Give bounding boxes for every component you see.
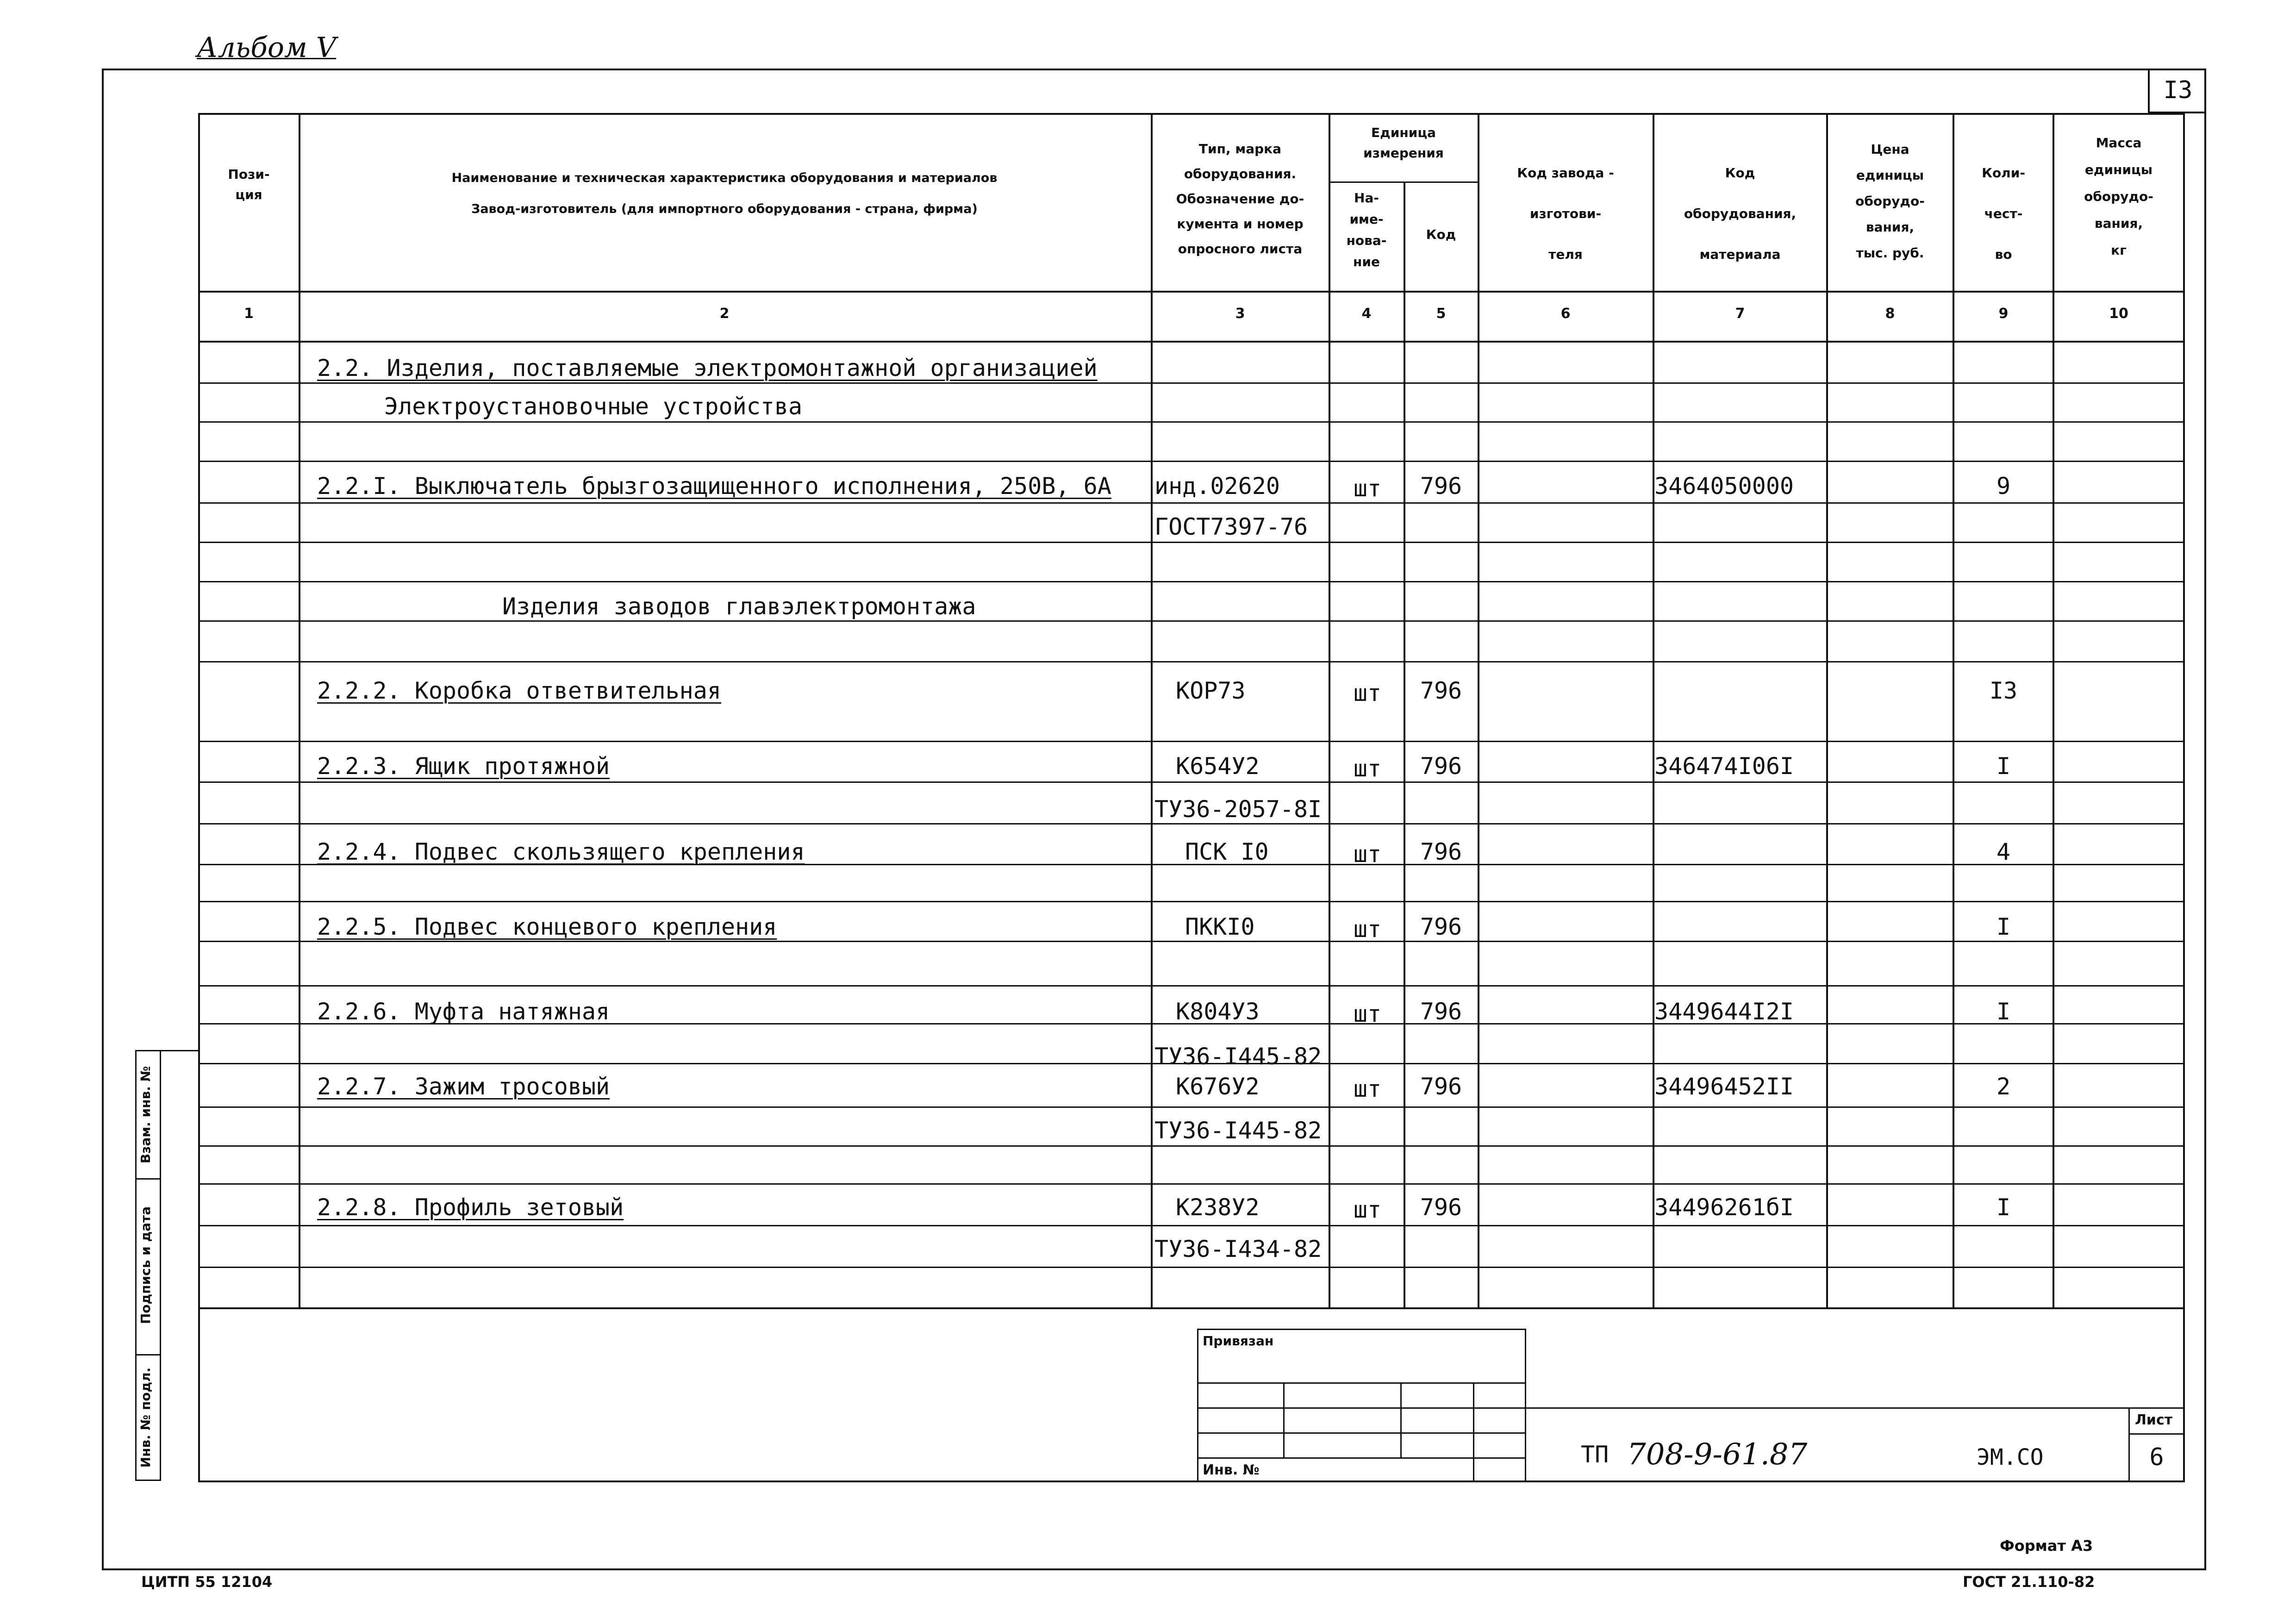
header-mass: Масса единицы оборудо- вания, кг	[2084, 135, 2153, 258]
table-row-name: 2.2.2. Коробка ответвительная	[317, 677, 721, 704]
row-separator	[200, 542, 2183, 543]
stamp-inv-no: Инв. №	[1203, 1462, 1260, 1478]
row-separator	[200, 1145, 2183, 1147]
table-row-type: ТУ36-2057-8I	[1154, 796, 1322, 823]
row-separator	[200, 502, 2183, 504]
stamp-privyazan: Привязан	[1203, 1333, 1274, 1349]
col-number: 5	[1436, 306, 1446, 322]
table-row-unit: шт	[1353, 680, 1382, 706]
table-row-unit: шт	[1353, 755, 1382, 782]
table-row-qty: I3	[1989, 677, 2018, 704]
table-row-code: 796	[1420, 1194, 1462, 1221]
table-row-code: 796	[1420, 838, 1462, 865]
row-separator	[200, 1267, 2183, 1268]
side-label-vzam-inv: Взам. инв. №	[138, 1066, 153, 1164]
footer-left-code: ЦИТП 55 12104	[141, 1573, 273, 1591]
row-separator	[200, 620, 2183, 622]
table-row-equip-code: 34496452II	[1654, 1073, 1794, 1100]
table-row-type: ТУ36-I445-82	[1154, 1117, 1322, 1144]
col-number: 3	[1235, 306, 1245, 322]
header-price: Цена единицы оборудо- вания, тыс. руб.	[1855, 142, 1925, 261]
table-row-code: 796	[1420, 473, 1462, 500]
table-row-name: 2.2.I. Выключатель брызгозащищенного исполнения, 250В, 6А	[317, 473, 1111, 500]
stamp-designation: 708-9-61.87	[1627, 1437, 1808, 1472]
table-row-equip-code: 346474I06I	[1654, 753, 1794, 780]
inner-frame-right	[2183, 113, 2185, 1481]
col-number: 10	[2109, 306, 2128, 322]
sheet-top-number: I3	[2163, 76, 2193, 104]
table-row-type: инд.02620	[1154, 473, 1280, 500]
table-row-unit: шт	[1353, 1196, 1382, 1223]
table-row-code: 796	[1420, 998, 1462, 1025]
row-separator	[200, 461, 2183, 462]
table-row-qty: I	[1996, 1194, 2011, 1221]
table-row-qty: 4	[1996, 838, 2011, 865]
table-row-name: 2.2.4. Подвес скользящего крепления	[317, 838, 805, 865]
table-row-qty: I	[1996, 998, 2011, 1025]
row-separator	[200, 985, 2183, 987]
table-row-equip-code: 3449644I2I	[1654, 998, 1794, 1025]
table-row-qty: I	[1996, 753, 2011, 780]
header-unit-name: На- име- нова- ние	[1346, 190, 1387, 269]
table-row-name: 2.2.8. Профиль зетовый	[317, 1194, 624, 1221]
table-row-type: К804У3	[1176, 998, 1260, 1025]
frame-bottom	[102, 1568, 2206, 1570]
header-unit-code: Код	[1426, 227, 1456, 242]
header-quantity: Коли- чест- во	[1982, 165, 2025, 262]
table-row-qty: 9	[1996, 473, 2011, 500]
table-row-unit: шт	[1353, 1000, 1382, 1027]
col-number: 8	[1885, 306, 1895, 322]
side-label-signature-date: Подпись и дата	[138, 1206, 153, 1324]
header-unit-group: Единица измерения	[1363, 125, 1444, 161]
table-row-code: 796	[1420, 677, 1462, 704]
col-number: 1	[244, 306, 254, 322]
table-row-unit: шт	[1353, 841, 1382, 868]
table-row-qty: I	[1996, 913, 2011, 940]
col-number: 9	[1998, 306, 2009, 322]
table-row-type: ПККI0	[1185, 913, 1255, 940]
row-separator	[200, 382, 2183, 384]
table-row-type: К676У2	[1176, 1073, 1260, 1100]
row-separator	[200, 741, 2183, 742]
header-equipment-code: Код оборудования, материала	[1684, 165, 1797, 262]
row-separator	[200, 941, 2183, 942]
row-separator	[200, 1183, 2183, 1185]
row-separator	[200, 1225, 2183, 1226]
frame-right	[2204, 69, 2206, 1569]
album-note: Альбом V	[197, 31, 337, 64]
table-row-unit: шт	[1353, 1075, 1382, 1102]
table-row-unit: шт	[1353, 475, 1382, 502]
col-number: 7	[1735, 306, 1745, 322]
table-row-equip-code: 34496261бI	[1654, 1194, 1794, 1221]
row-separator	[200, 661, 2183, 662]
table-row-name: Изделия заводов главэлектромонтажа	[502, 593, 976, 620]
stamp-sheet-label: Лист	[2135, 1412, 2173, 1428]
stamp-section: ЭМ.СО	[1977, 1444, 2044, 1470]
footer-format: Формат А3	[2000, 1537, 2093, 1555]
table-bottom-line	[198, 1307, 2185, 1309]
table-row-type: К654У2	[1176, 753, 1260, 780]
row-separator	[200, 781, 2183, 783]
header-factory-code: Код завода - изготови- теля	[1517, 165, 1614, 262]
row-separator	[200, 1106, 2183, 1108]
stamp-designation-prefix: ТП	[1581, 1441, 1609, 1468]
header-type: Тип, марка оборудования. Обозначение до- кумента и номер опросного листа	[1176, 141, 1304, 256]
col-number: 2	[719, 306, 730, 322]
table-row-code: 796	[1420, 753, 1462, 780]
table-row-name: 2.2. Изделия, поставляемые электромонтажной организацией	[317, 355, 1098, 381]
footer-gost: ГОСТ 21.110-82	[1963, 1573, 2095, 1591]
table-row-type: ПСК I0	[1185, 838, 1269, 865]
header-position: Пози- ция	[228, 167, 270, 202]
table-row-name: 2.2.5. Подвес концевого крепления	[317, 913, 777, 940]
table-row-type: ТУ36-I445-82	[1154, 1043, 1322, 1070]
stamp-sheet-number: 6	[2149, 1443, 2164, 1471]
header-name: Наименование и техническая характеристика оборудования и материалов Завод-изготовитель (для импортного оборудования - страна, фирма)	[451, 171, 998, 216]
row-separator	[200, 901, 2183, 902]
table-row-name: 2.2.3. Ящик протяжной	[317, 753, 610, 780]
table-row-qty: 2	[1996, 1073, 2011, 1100]
table-row-name: 2.2.7. Зажим тросовый	[317, 1073, 610, 1100]
row-separator	[200, 823, 2183, 824]
table-row-type: КОР73	[1176, 677, 1246, 704]
table-row-code: 796	[1420, 1073, 1462, 1100]
table-row-equip-code: 3464050000	[1654, 473, 1794, 500]
frame-left	[102, 69, 104, 1569]
table-row-type: К238У2	[1176, 1194, 1260, 1221]
frame-top	[102, 69, 2206, 70]
row-separator	[200, 421, 2183, 423]
table-row-name: Электроустановочные устройства	[384, 393, 803, 420]
col-number: 4	[1361, 306, 1372, 322]
inner-frame-top	[198, 113, 2185, 115]
table-row-type: ГОСТ7397-76	[1154, 513, 1308, 540]
col-number: 6	[1560, 306, 1571, 322]
inner-frame-bottom	[198, 1480, 2185, 1482]
table-row-type: ТУ36-I434-82	[1154, 1236, 1322, 1262]
table-row-unit: шт	[1353, 916, 1382, 943]
row-separator	[200, 581, 2183, 582]
table-row-code: 796	[1420, 913, 1462, 940]
side-label-inv-podl: Инв. № подл.	[138, 1367, 153, 1468]
table-row-name: 2.2.6. Муфта натяжная	[317, 998, 610, 1025]
